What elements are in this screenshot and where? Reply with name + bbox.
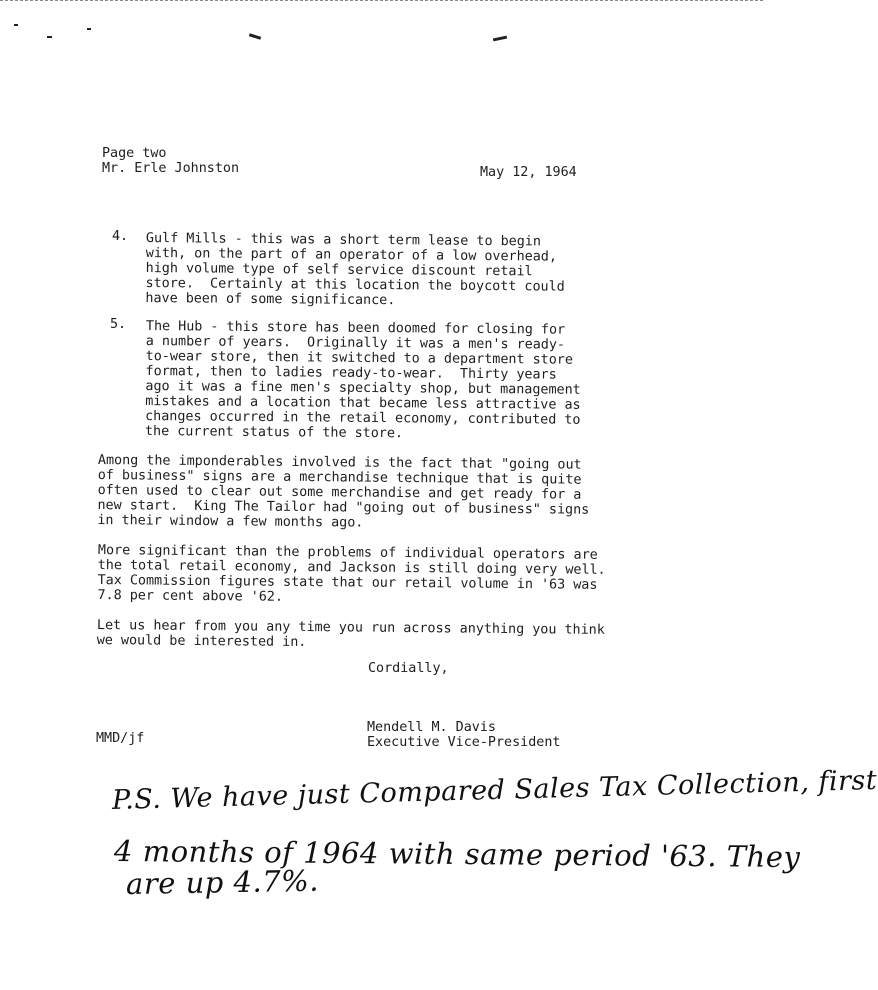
numbered-item	[145, 231, 565, 310]
item-line: Gulf Mills - this was a short term lease to begin	[145, 231, 542, 250]
item-line: format, then to ladies ready-to-wear. Thirty years	[145, 363, 557, 383]
letter-date: May 12, 1964	[480, 165, 577, 180]
handwritten-postscript-line: 4 months of 1964 with same period '63. They	[113, 834, 801, 874]
item-line: store. Certainly at this location the boycott could	[145, 275, 565, 295]
item-line: mistakes and a location that became less attractive as	[145, 393, 581, 413]
scan-mark	[14, 24, 18, 26]
scan-mark	[493, 36, 507, 42]
item-line: ago it was a fine men's specialty shop, but management	[145, 378, 581, 398]
paragraph-line: of business" signs are a merchandise technique that is quite	[97, 467, 582, 488]
page-top-edge	[0, 0, 763, 1]
item-line: have been of some significance.	[145, 290, 396, 309]
paragraph-line: 7.8 per cent above '62.	[97, 587, 283, 605]
paragraph-line: often used to clear out some merchandise and get ready for a	[97, 482, 582, 503]
page-label: Page two	[102, 146, 167, 161]
body-paragraph	[97, 453, 589, 533]
closing-salutation: Cordially,	[368, 661, 449, 676]
recipient-name: Mr. Erle Johnston	[102, 161, 240, 176]
paragraph-line: in their window a few months ago.	[97, 512, 364, 531]
signer-name: Mendell M. Davis	[367, 720, 496, 735]
numbered-item	[145, 319, 581, 443]
item-number: 4.	[112, 229, 129, 244]
paragraph-line: Tax Commission figures state that our retail volume in '63 was	[97, 572, 598, 593]
item-line: The Hub - this store has been doomed for closing for	[145, 319, 566, 338]
scan-mark	[87, 28, 91, 30]
item-line: with, on the part of an operator of a low overhead,	[145, 245, 558, 265]
paragraph-line: new start. King The Tailor had "going out of business" signs	[97, 497, 590, 518]
scan-mark	[249, 33, 261, 40]
scan-mark	[47, 36, 52, 38]
item-line: a number of years. Originally it was a men's ready-	[145, 333, 566, 353]
body-paragraph	[97, 618, 605, 653]
item-number: 5.	[110, 317, 127, 332]
paragraph-line: Let us hear from you any time you run across anything you think	[96, 618, 605, 638]
item-line: to-wear store, then it switched to a department store	[145, 348, 574, 368]
handwritten-postscript-line: P.S. We have just Compared Sales Tax Collection, first	[111, 764, 878, 816]
item-line: high volume type of self service discount retail	[145, 260, 533, 280]
paragraph-line: More significant than the problems of individual operators are	[97, 543, 598, 563]
item-line: changes occurred in the retail economy, contributed to	[145, 408, 581, 428]
signer-title: Executive Vice-President	[367, 735, 561, 750]
paragraph-line: Among the imponderables involved is the fact that "going out	[97, 453, 582, 473]
paragraph-line: the total retail economy, and Jackson is still doing very well.	[97, 557, 606, 578]
paragraph-line: we would be interested in.	[96, 632, 307, 651]
item-line: the current status of the store.	[144, 423, 404, 442]
body-paragraph	[97, 543, 605, 608]
handwritten-postscript-line: are up 4.7%.	[125, 863, 320, 901]
typist-initials: MMD/jf	[96, 731, 145, 746]
